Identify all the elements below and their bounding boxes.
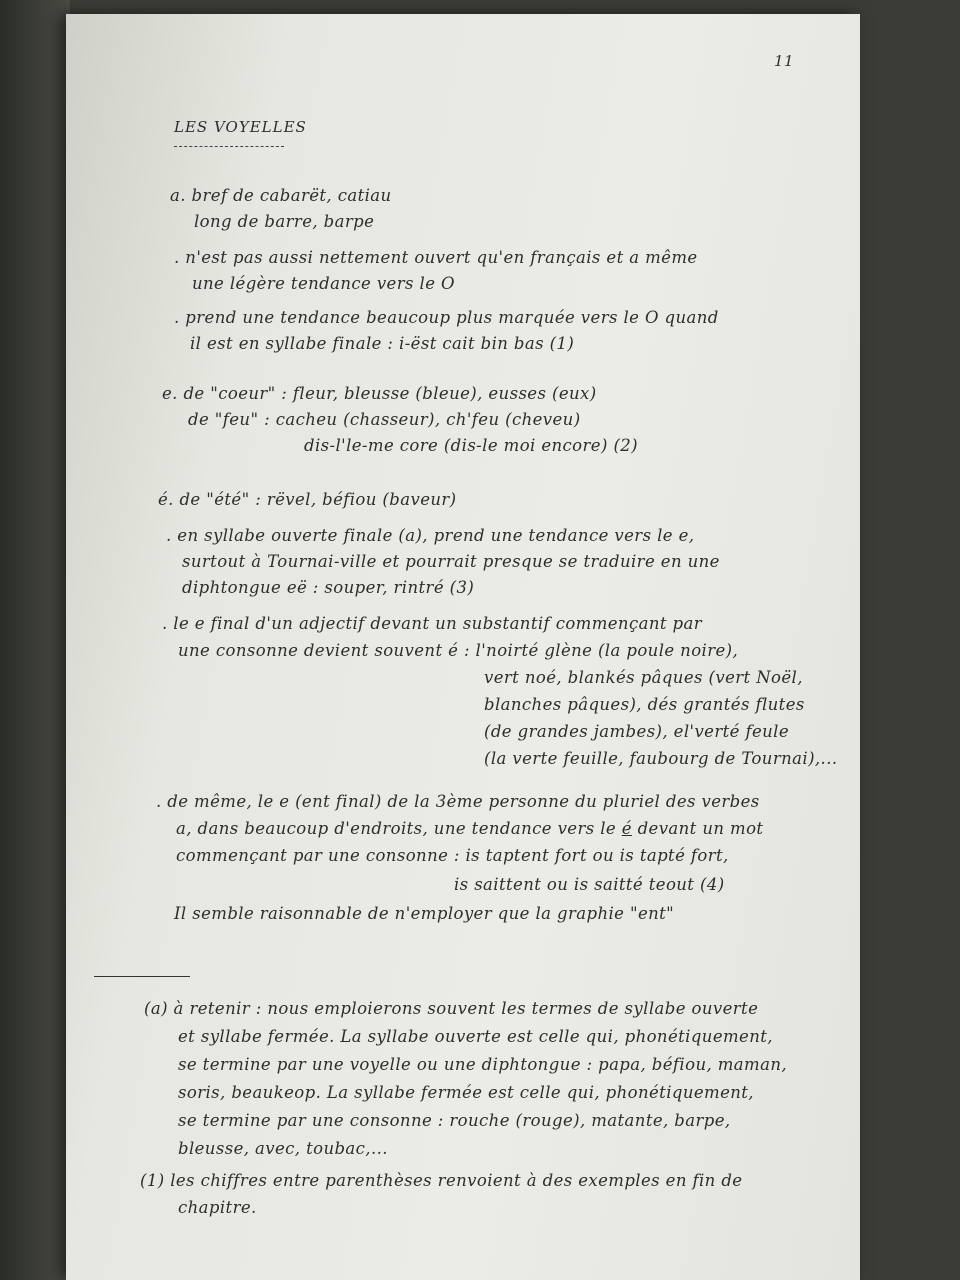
vowel-e-acute-note3-line2: a, dans beaucoup d'endroits, une tendance vers le é devant un mot	[176, 819, 764, 838]
vowel-e-line3: dis-l'le-me core (dis-le moi encore) (2)	[304, 436, 639, 455]
footnote-a-line4: soris, beaukeop. La syllabe fermée est celle qui, phonétiquement,	[178, 1083, 754, 1102]
footnote-a-line5: se termine par une consonne : rouche (rouge), matante, barpe,	[178, 1111, 731, 1130]
vowel-e-acute-note3-line4: is saittent ou is saitté teout (4)	[454, 875, 725, 894]
vowel-e-line1: e. de "coeur" : fleur, bleusse (bleue), eusses (eux)	[162, 384, 597, 403]
vowel-a-note2-line2: il est en syllabe finale : i-ëst cait bin bas (1)	[190, 334, 575, 353]
vowel-a-note1-line2: une légère tendance vers le O	[192, 274, 455, 293]
footnote-1-line1: (1) les chiffres entre parenthèses renvoient à des exemples en fin de	[140, 1171, 743, 1190]
vowel-e-acute-note3-line1: . de même, le e (ent final) de la 3ème personne du pluriel des verbes	[156, 792, 760, 811]
document-page	[66, 14, 860, 1280]
section-title: LES VOYELLES	[174, 118, 307, 136]
vowel-e-acute-note2-line6: (la verte feuille, faubourg de Tournai),...	[484, 749, 838, 768]
vowel-a-line1: a. bref de cabarët, catiau	[170, 186, 392, 205]
vowel-e-acute-note2-line5: (de grandes jambes), el'verté feule	[484, 722, 790, 741]
vowel-e-acute-note2-line2: une consonne devient souvent é : l'noirté glène (la poule noire),	[178, 641, 739, 660]
footnote-a-line6: bleusse, avec, toubac,...	[178, 1139, 388, 1158]
vowel-a-note1-line1: . n'est pas aussi nettement ouvert qu'en français et a même	[174, 248, 698, 267]
vowel-e-acute-note2-line3: vert noé, blankés pâques (vert Noël,	[484, 668, 803, 687]
footnote-a-line3: se termine par une voyelle ou une diphtongue : papa, béfiou, maman,	[178, 1055, 787, 1074]
page-number: 11	[774, 52, 794, 70]
vowel-e-acute-note2-line1: . le e final d'un adjectif devant un substantif commençant par	[162, 614, 703, 633]
vowel-e-acute-note1-line1: . en syllabe ouverte finale (a), prend une tendance vers le e,	[166, 526, 695, 545]
vowel-e-acute-line1: é. de "été" : rëvel, béfiou (baveur)	[158, 490, 457, 509]
vowel-e-acute-note1-line3: diphtongue eë : souper, rintré (3)	[182, 578, 475, 597]
vowel-a-line2: long de barre, barpe	[194, 212, 375, 231]
background-left	[0, 0, 70, 1280]
vowel-e-acute-note3-line5: Il semble raisonnable de n'employer que la graphie "ent"	[174, 904, 675, 923]
footnote-a-line2: et syllabe fermée. La syllabe ouverte est celle qui, phonétiquement,	[178, 1027, 773, 1046]
footnote-a-line1: (a) à retenir : nous emploierons souvent les termes de syllabe ouverte	[144, 999, 759, 1018]
title-underline	[174, 146, 284, 147]
vowel-e-acute-note1-line2: surtout à Tournai-ville et pourrait presque se traduire en une	[182, 552, 720, 571]
vowel-e-acute-note2-line4: blanches pâques), dés grantés flutes	[484, 695, 805, 714]
footnote-rule	[94, 976, 190, 977]
underlined-e-acute: é	[621, 819, 632, 838]
vowel-a-note2-line1: . prend une tendance beaucoup plus marquée vers le O quand	[174, 308, 719, 327]
footnote-1-line2: chapitre.	[178, 1198, 257, 1217]
vowel-e-acute-note3-line3: commençant par une consonne : is taptent fort ou is tapté fort,	[176, 846, 729, 865]
vowel-e-line2: de "feu" : cacheu (chasseur), ch'feu (cheveu)	[188, 410, 581, 429]
